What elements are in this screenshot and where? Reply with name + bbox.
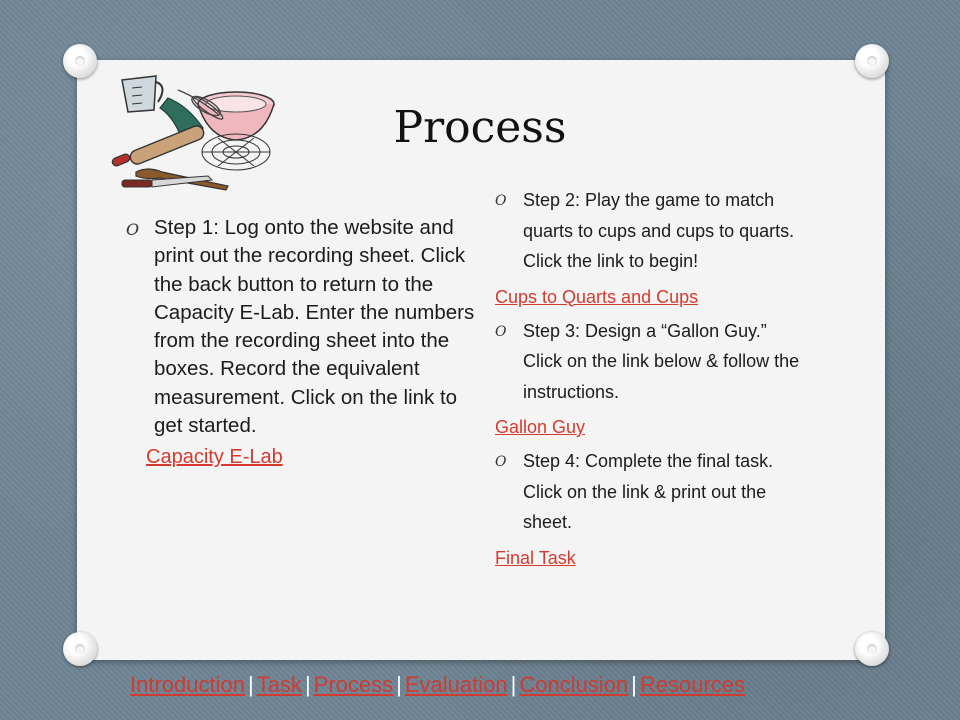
nav-evaluation-link[interactable]: Evaluation xyxy=(404,672,508,697)
footer-navigation xyxy=(130,672,835,698)
nav-separator: | xyxy=(304,672,311,697)
nav-introduction-link[interactable]: Introduction xyxy=(130,672,245,697)
bullet-o-icon: O xyxy=(495,193,507,209)
nav-separator: | xyxy=(631,672,637,697)
step-2-text: Step 2: Play the game to match quarts to cups and cups to quarts. Click the link to begin! xyxy=(523,190,795,271)
step-4-bullet xyxy=(495,446,805,538)
left-column xyxy=(126,214,476,469)
measuring-cup-icon xyxy=(122,76,163,112)
step-3-bullet xyxy=(495,316,805,408)
mixing-bowl-icon xyxy=(198,92,274,140)
page-title: Process xyxy=(393,102,567,153)
capacity-e-lab-link[interactable]: Capacity E-Lab xyxy=(146,446,283,469)
nav-task-link[interactable]: Task xyxy=(256,672,302,697)
final-task-link[interactable]: Final Task xyxy=(495,547,576,568)
rolling-pin-icon xyxy=(111,124,206,167)
nav-process-link[interactable]: Process xyxy=(313,672,394,697)
kitchen-utensils-clipart xyxy=(108,68,278,193)
bullet-o-icon: O xyxy=(126,220,140,239)
bullet-o-icon: O xyxy=(495,323,507,340)
nav-separator: | xyxy=(510,672,517,697)
step-2-bullet xyxy=(495,185,805,277)
pushpin-icon xyxy=(63,44,97,78)
right-column xyxy=(495,185,805,577)
nav-separator: | xyxy=(396,672,402,697)
nav-separator: | xyxy=(247,672,254,697)
pushpin-icon xyxy=(855,632,889,666)
step-3-text: Step 3: Design a “Gallon Guy.” Click on the link below & follow the instructions. xyxy=(523,320,800,402)
step-1-bullet xyxy=(126,214,476,440)
bullet-o-icon: O xyxy=(495,454,507,470)
cups-to-quarts-link[interactable]: Cups to Quarts and Cups xyxy=(495,286,699,307)
nav-resources-link[interactable]: Resources xyxy=(639,672,746,697)
step-1-text: Step 1: Log onto the website and print out the recording sheet. Click the back button to return to the Capacity E-Lab. Enter the numbers from the recording sheet into the boxes. Record the equivalent measurement. Click on the link to get started. xyxy=(154,216,475,438)
nav-conclusion-link[interactable]: Conclusion xyxy=(519,672,629,697)
pushpin-icon xyxy=(63,632,97,666)
step-4-text: Step 4: Complete the final task. Click on the link & print out the sheet. xyxy=(523,451,774,532)
gallon-guy-link[interactable]: Gallon Guy xyxy=(495,417,586,437)
pushpin-icon xyxy=(855,44,889,78)
